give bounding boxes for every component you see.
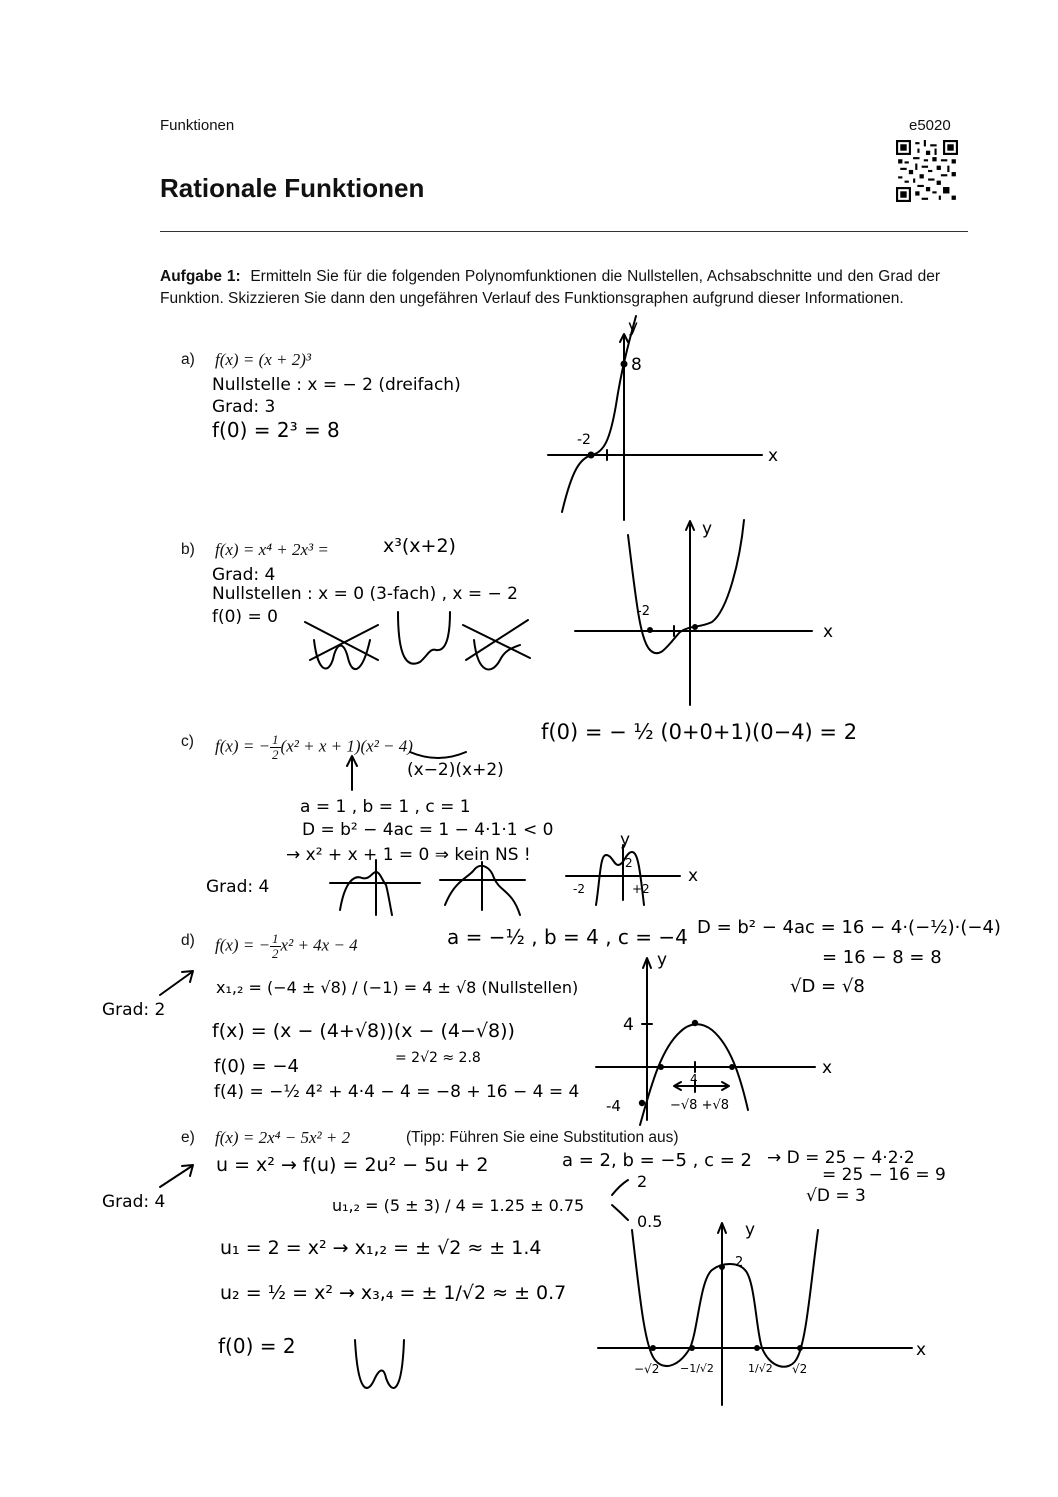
part-e-x-tick-1: −√2 xyxy=(634,1362,660,1376)
part-a-y-label: y xyxy=(628,317,639,337)
part-e-line-2: u₂ = ½ = x² → x₃,₄ = ± 1/√2 ≈ ± 0.7 xyxy=(220,1282,567,1304)
part-b-factored: x³(x+2) xyxy=(383,535,456,557)
task-label: Aufgabe 1: xyxy=(160,268,241,285)
part-b-y-label: y xyxy=(702,519,713,539)
part-c-x-tick-left: -2 xyxy=(573,882,585,896)
page-title: Rationale Funktionen xyxy=(160,173,425,203)
part-d-x-label: x xyxy=(822,1058,833,1078)
part-e-u12: u₁,₂ = (5 ± 3) / 4 = 1.25 ± 0.75 xyxy=(332,1196,585,1215)
header-topic: Funktionen xyxy=(160,117,235,134)
part-e-grad: Grad: 4 xyxy=(102,1192,166,1212)
part-c-note-3: → x² + x + 1 = 0 ⇒ kein NS ! xyxy=(286,845,531,865)
part-e-line-1: u₁ = 2 = x² → x₁,₂ = ± √2 ≈ ± 1.4 xyxy=(220,1237,542,1259)
part-d-marks: −√8 +√8 xyxy=(670,1098,730,1113)
part-d-grad: Grad: 2 xyxy=(102,1000,166,1020)
part-c-note-1: a = 1 , b = 1 , c = 1 xyxy=(300,797,471,817)
part-b-x-label: x xyxy=(823,622,834,642)
title-divider xyxy=(160,231,968,232)
part-d-disc-3: √D = √8 xyxy=(790,976,865,997)
part-e-disc-3: √D = 3 xyxy=(806,1186,866,1206)
part-e-x-tick-3: 1/√2 xyxy=(748,1362,773,1375)
part-d-solution-1: x₁,₂ = (−4 ± √8) / (−1) = 4 ± √8 (Nullstellen) xyxy=(216,978,579,997)
part-a-label: a) xyxy=(181,351,195,368)
part-d-frac-den: 2 xyxy=(272,946,279,961)
part-e-x-tick-4: √2 xyxy=(792,1362,808,1376)
part-e-disc-2: = 25 − 16 = 9 xyxy=(822,1165,946,1185)
part-e-disc-1: → D = 25 − 4·2·2 xyxy=(767,1148,915,1168)
part-d-solution-3: = 2√2 ≈ 2.8 xyxy=(395,1050,481,1066)
part-e-tip: (Tipp: Führen Sie eine Substitution aus) xyxy=(406,1129,679,1146)
header-code: e5020 xyxy=(909,117,951,134)
part-a-x-tick: -2 xyxy=(577,432,591,448)
part-d-frac-num: 1 xyxy=(272,931,279,946)
part-d-formula xyxy=(215,932,358,961)
part-d-label: d) xyxy=(181,932,195,949)
part-d-solution-4: f(0) = −4 xyxy=(214,1056,299,1077)
part-c-frac-den: 2 xyxy=(272,747,279,762)
part-e-root-2: 0.5 xyxy=(637,1212,663,1231)
part-c-x-label: x xyxy=(688,866,699,886)
part-d-disc-1: D = b² − 4ac = 16 − 4·(−½)·(−4) xyxy=(697,917,1001,938)
part-b-note-3: f(0) = 0 xyxy=(212,607,278,627)
part-a-note-3: f(0) = 2³ = 8 xyxy=(212,418,340,442)
part-e-y-tick: 2 xyxy=(735,1255,744,1270)
part-c-x-tick-right: +2 xyxy=(632,882,650,896)
part-b-note-2: Nullstellen : x = 0 (3-fach) , x = − 2 xyxy=(212,584,518,604)
part-e-label: e) xyxy=(181,1129,195,1146)
part-d-disc-2: = 16 − 8 = 8 xyxy=(822,947,942,968)
part-d-y-tick-bottom: -4 xyxy=(606,1097,621,1115)
part-c-grad: Grad: 4 xyxy=(206,877,270,897)
part-c-frac-num: 1 xyxy=(272,732,279,747)
part-c-fraction xyxy=(270,733,281,762)
part-e-formula: f(x) = 2x⁴ − 5x² + 2 xyxy=(215,1128,351,1147)
part-b-x-tick: -2 xyxy=(637,604,650,619)
task-text: Ermitteln Sie für die folgenden Polynomfunktionen die Nullstellen, Achsabschnitte und den Grad der Funktion. Skizzieren Sie dann den ungefähren Verlauf des Funktionsgraphen aufgrund dieser Informationen. xyxy=(160,268,940,307)
part-e-y-label: y xyxy=(745,1220,756,1240)
part-d-y-label: y xyxy=(657,950,668,970)
part-a-y-tick: 8 xyxy=(631,355,642,375)
part-c-y-label: y xyxy=(620,830,631,850)
part-c-y-tick: 2 xyxy=(625,856,633,870)
part-c-note-2: D = b² − 4ac = 1 − 4·1·1 < 0 xyxy=(302,820,554,840)
part-a-note-1: Nullstelle : x = − 2 (dreifach) xyxy=(212,375,461,395)
part-d-fraction xyxy=(270,932,281,961)
part-e-x-label: x xyxy=(916,1340,927,1360)
part-d-x-tick: 4 xyxy=(690,1072,698,1086)
part-e-x-tick-2: −1/√2 xyxy=(680,1362,714,1375)
part-d-solution-2: f(x) = (x − (4+√8))(x − (4−√8)) xyxy=(212,1020,515,1042)
part-b-formula: f(x) = x⁴ + 2x³ = xyxy=(215,540,329,559)
part-a-formula: f(x) = (x + 2)³ xyxy=(215,350,311,369)
part-e-root-1: 2 xyxy=(637,1172,648,1191)
part-b-note-1: Grad: 4 xyxy=(212,565,276,585)
part-c-formula-prefix: f(x) = − xyxy=(215,736,271,756)
part-d-y-tick-top: 4 xyxy=(623,1015,634,1035)
part-d-coeffs: a = −½ , b = 4 , c = −4 xyxy=(447,925,688,949)
part-d-formula-suffix: x² + 4x − 4 xyxy=(280,935,358,955)
part-e-subst: u = x² → f(u) = 2u² − 5u + 2 xyxy=(216,1154,489,1176)
part-c-formula xyxy=(215,733,413,762)
part-a-x-label: x xyxy=(768,446,779,466)
part-b-label: b) xyxy=(181,541,195,558)
part-d-formula-prefix: f(x) = − xyxy=(215,935,271,955)
task-statement xyxy=(160,266,940,310)
part-d-solution-5: f(4) = −½ 4² + 4·4 − 4 = −8 + 16 − 4 = 4 xyxy=(214,1082,580,1102)
part-c-brace-note: (x−2)(x+2) xyxy=(407,760,504,780)
part-c-label: c) xyxy=(181,733,194,750)
part-c-f0: f(0) = − ½ (0+0+1)(0−4) = 2 xyxy=(541,720,858,744)
part-e-line-3: f(0) = 2 xyxy=(218,1334,296,1358)
qr-code-icon xyxy=(896,140,958,202)
part-a-note-2: Grad: 3 xyxy=(212,397,276,417)
part-e-coeffs: a = 2, b = −5 , c = 2 xyxy=(562,1150,752,1171)
part-c-formula-suffix: (x² + x + 1)(x² − 4) xyxy=(280,736,413,756)
